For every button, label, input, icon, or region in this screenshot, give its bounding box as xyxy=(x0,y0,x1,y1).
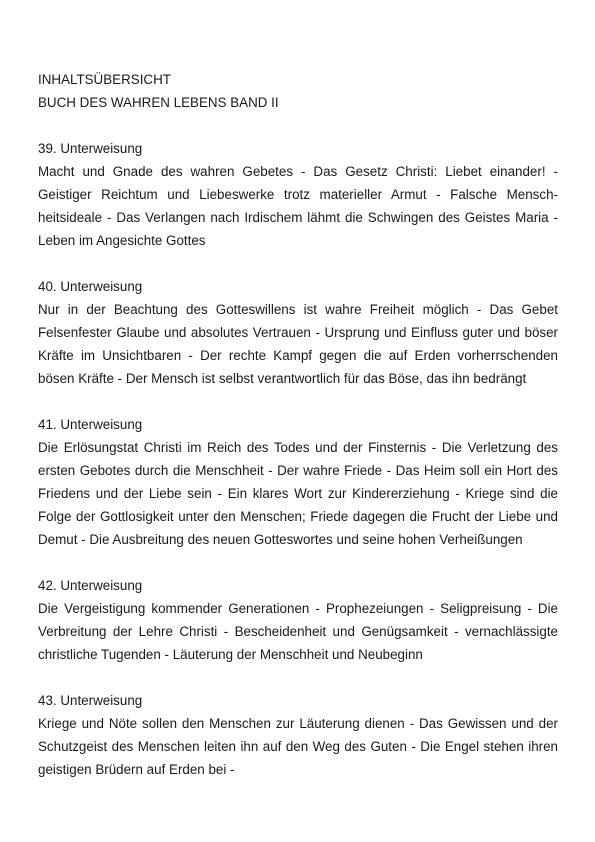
section-summary: Die Vergeistigung kommender Generationen - Prophezeiungen - Seligpreisung - Die Verbreitung der Lehre Christi - Bescheidenheit und Genügsamkeit - vernachlässigte christliche Tugenden - Läuterung der Menschheit und Neubeginn xyxy=(38,601,558,662)
section-summary: Macht und Gnade des wahren Gebetes - Das Gesetz Christi: Liebet einander! - Geistiger Reichtum und Liebeswerke trotz materieller Armut - Falsche Menschheitsideale - Das Verlangen nach Irdischem lähmt die Schwingen des Geistes Maria - Leben im Angesichte Gottes xyxy=(38,164,558,248)
section-summary: Nur in der Beachtung des Gotteswillens ist wahre Freiheit möglich - Das Gebet Felsenfester Glaube und absolutes Vertrauen - Ursprung und Einfluss guter und böser Kräfte im Unsichtbaren - Der rechte Kampf gegen die auf Erden vorherrschenden bösen Kräfte - Der Mensch ist selbst verantwortlich für das Böse, das ihn bedrängt xyxy=(38,302,558,386)
book-title: BUCH DES WAHREN LEBENS BAND II xyxy=(38,95,279,110)
section-title: 41. Unterweisung xyxy=(38,417,143,432)
section-41 xyxy=(38,413,558,551)
section-title: 39. Unterweisung xyxy=(38,141,143,156)
document-header xyxy=(38,68,558,114)
section-title: 42. Unterweisung xyxy=(38,578,143,593)
document-page xyxy=(38,68,558,804)
section-42 xyxy=(38,574,558,666)
section-summary: Die Erlösungstat Christi im Reich des Todes und der Finsternis - Die Verletzung des ersten Gebotes durch die Menschheit - Der wahre Friede - Das Heim soll ein Hort des Friedens und der Liebe sein - Ein klares Wort zur Kindererziehung - Kriege sind die Folge der Gottlosigkeit unter den Menschen; Friede dagegen die Frucht der Liebe und Demut - Die Ausbreitung des neuen Gotteswortes und seine hohen Verheißungen xyxy=(38,440,558,547)
section-summary: Kriege und Nöte sollen den Menschen zur Läuterung dienen - Das Gewissen und der Schutzgeist des Menschen leiten ihn auf den Weg des Guten - Die Engel stehen ihren geistigen Brüdern auf Erden bei - xyxy=(38,716,558,777)
document-title: INHALTSÜBERSICHT xyxy=(38,72,171,87)
section-title: 43. Unterweisung xyxy=(38,693,143,708)
section-39 xyxy=(38,137,558,252)
section-43 xyxy=(38,689,558,781)
section-40 xyxy=(38,275,558,390)
section-title: 40. Unterweisung xyxy=(38,279,143,294)
